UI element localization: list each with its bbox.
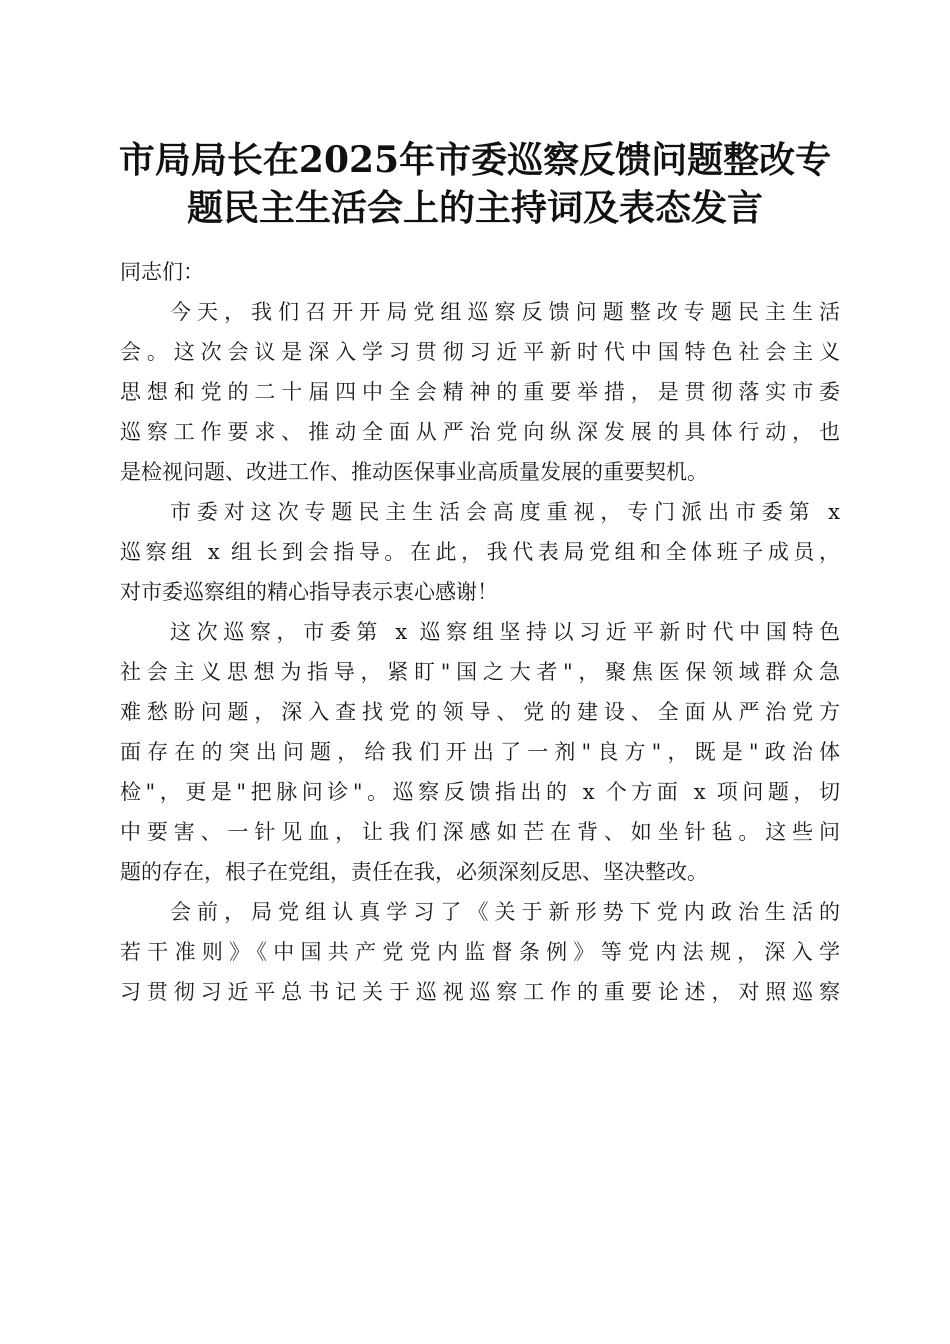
paragraph-3-line-5: 检"，更是"把脉问诊"。巡察反馈指出的 x 个方面 x 项问题，切 (120, 780, 840, 804)
title-line-2: 题民主生活会上的主持词及表态发言 (186, 187, 763, 229)
paragraph-4-line-2: 若干准则》《中国共产党党内监督条例》等党内法规，深入学 (120, 940, 840, 964)
title-line-1: 市局局长在2025年市委巡察反馈问题整改专 (118, 139, 832, 181)
paragraph-1-line-2: 会。这次会议是深入学习贯彻习近平新时代中国特色社会主义 (120, 340, 840, 364)
paragraph-2-line-1: 市委对这次专题民主生活会高度重视，专门派出市委第 x (170, 500, 840, 524)
document-body (120, 252, 840, 1012)
paragraph-1-line-5: 是检视问题、改进工作、推动医保事业高质量发展的重要契机。 (120, 460, 708, 484)
paragraph-3-line-1: 这次巡察，市委第 x 巡察组坚持以习近平新时代中国特色 (170, 620, 840, 644)
document-title (110, 136, 840, 232)
paragraph-3-line-4: 面存在的突出问题，给我们开出了一剂"良方"，既是"政治体 (120, 740, 840, 764)
paragraph-3-line-7: 题的存在，根子在党组，责任在我，必须深刻反思、坚决整改。 (120, 860, 708, 884)
paragraph-2-line-3: 对市委巡察组的精心指导表示衷心感谢！ (120, 580, 498, 604)
paragraph-4-line-1: 会前，局党组认真学习了《关于新形势下党内政治生活的 (170, 900, 840, 924)
paragraph-2-line-2: 巡察组 x 组长到会指导。在此，我代表局党组和全体班子成员， (120, 540, 840, 564)
paragraph-1-line-1: 今天，我们召开开局党组巡察反馈问题整改专题民主生活 (170, 300, 840, 324)
paragraph-1-line-4: 巡察工作要求、推动全面从严治党向纵深发展的具体行动，也 (120, 420, 840, 444)
paragraph-3-line-3: 难愁盼问题，深入查找党的领导、党的建设、全面从严治党方 (120, 700, 840, 724)
paragraph-4-line-3: 习贯彻习近平总书记关于巡视巡察工作的重要论述，对照巡察 (120, 980, 840, 1004)
paragraph-3-line-6: 中要害、一针见血，让我们深感如芒在背、如坐针毡。这些问 (120, 820, 840, 844)
paragraph-3-line-2: 社会主义思想为指导，紧盯"国之大者"，聚焦医保领域群众急 (120, 660, 840, 684)
paragraph-1-line-3: 思想和党的二十届四中全会精神的重要举措，是贯彻落实市委 (120, 380, 840, 404)
salutation: 同志们： (120, 260, 204, 284)
